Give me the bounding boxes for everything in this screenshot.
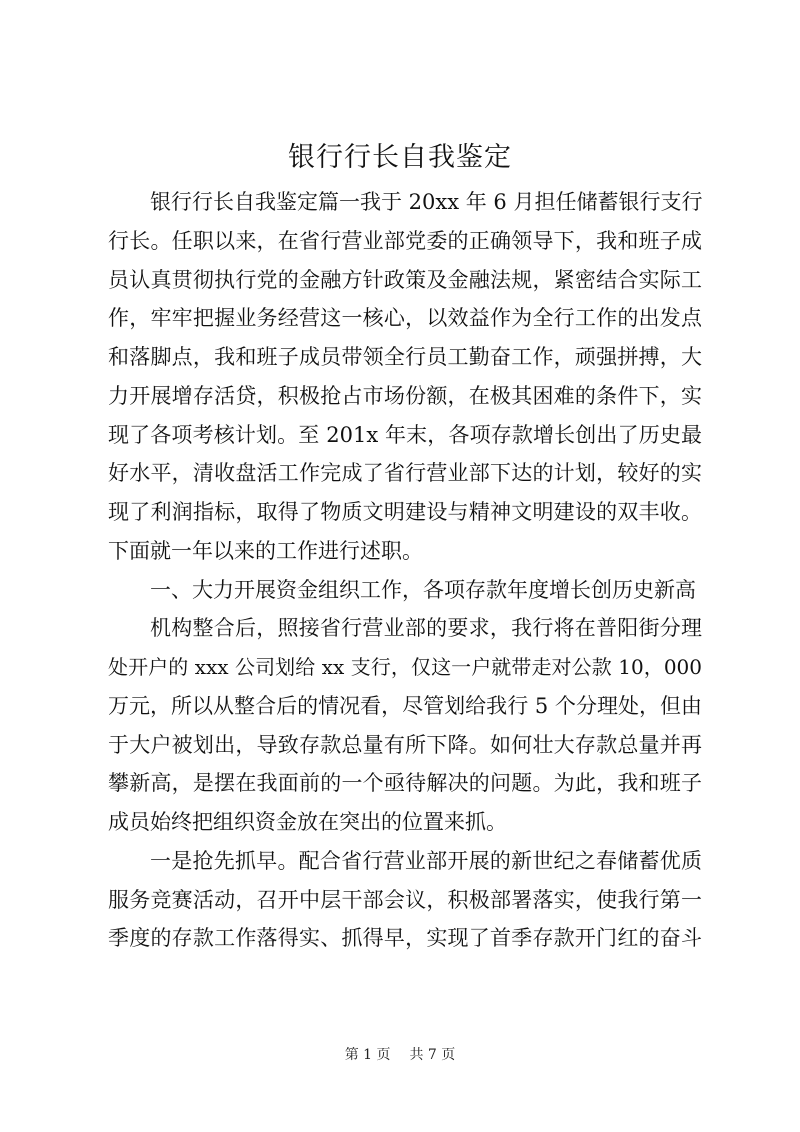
page-total: 共 7 页	[409, 1047, 456, 1063]
page-footer	[0, 1045, 800, 1065]
text-line: 万元，所以从整合后的情况看，尽管划给我行 5 个分理处，但由	[108, 693, 702, 718]
text-line: 和落脚点，我和班子成员带领全行员工勤奋工作，顽强拼搏，大	[108, 345, 702, 369]
text-line: 行长。任职以来，在省行营业部党委的正确领导下，我和班子成	[108, 228, 702, 253]
document-title: 银行行长自我鉴定	[288, 142, 512, 173]
text-line: 成员始终把组织资金放在突出的位置来抓。	[108, 810, 507, 834]
text-line: 现了各项考核计划。至 201x 年末，各项存款增长创出了历史最	[108, 422, 702, 447]
text-line: 攀新高，是摆在我面前的一个亟待解决的问题。为此，我和班子	[108, 771, 702, 796]
text-line: 处开户的 xxx 公司划给 xx 支行，仅这一户就带走对公款 10，000	[108, 655, 702, 679]
text-line: 好水平，清收盘活工作完成了省行营业部下达的计划，较好的实	[108, 461, 702, 486]
text-line: 机构整合后，照接省行营业部的要求，我行将在普阳街分理	[150, 616, 702, 641]
text-line: 一是抢先抓早。配合省行营业部开展的新世纪之春储蓄优质	[150, 848, 702, 873]
text-line: 力开展增存活贷，积极抢占市场份额，在极其困难的条件下，实	[108, 383, 702, 408]
page-number: 第 1 页	[344, 1047, 391, 1063]
text-line: 作，牢牢把握业务经营这一核心，以效益作为全行工作的出发点	[108, 306, 702, 331]
text-line: 一、大力开展资金组织工作，各项存款年度增长创历史新高	[150, 577, 696, 602]
text-line: 员认真贯彻执行党的金融方针政策及金融法规，紧密结合实际工	[108, 267, 702, 292]
text-line: 现了利润指标，取得了物质文明建设与精神文明建设的双丰收。	[108, 500, 702, 524]
text-line: 于大户被划出，导致存款总量有所下降。如何壮大存款总量并再	[108, 732, 702, 757]
text-line: 服务竞赛活动，召开中层干部会议，积极部署落实，使我行第一	[108, 887, 702, 912]
document-body	[108, 183, 702, 958]
text-line: 银行行长自我鉴定篇一我于 20xx 年 6 月担任储蓄银行支行	[150, 190, 703, 214]
text-line: 季度的存款工作落得实、抓得早，实现了首季存款开门红的奋斗	[108, 926, 702, 951]
text-line: 下面就一年以来的工作进行述职。	[108, 538, 423, 563]
